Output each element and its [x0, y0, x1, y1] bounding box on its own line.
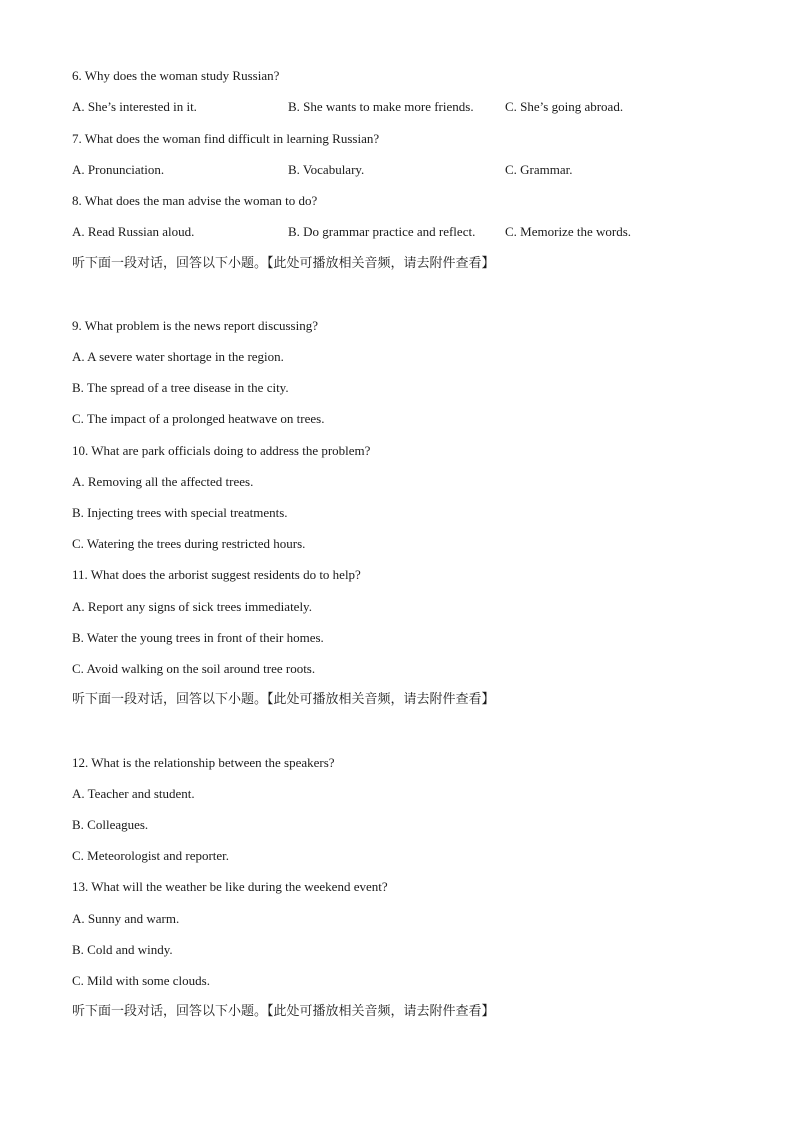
- question-6-stem: 6. Why does the woman study Russian?: [72, 68, 280, 83]
- question-6-options: [72, 99, 732, 115]
- question-10-option-a: A. Removing all the affected trees.: [72, 474, 254, 489]
- question-6-option-c: C. She’s going abroad.: [505, 99, 624, 114]
- question-12-option-c: C. Meteorologist and reporter.: [72, 848, 230, 863]
- question-8-stem: 8. What does the man advise the woman to do?: [72, 193, 318, 208]
- question-12-option-b: B. Colleagues.: [72, 817, 149, 832]
- question-11-stem: 11. What does the arborist suggest residents do to help?: [72, 567, 361, 582]
- question-7-option-c: C. Grammar.: [505, 162, 573, 177]
- question-13-option-b: B. Cold and windy.: [72, 942, 173, 957]
- question-8-option-c: C. Memorize the words.: [505, 224, 632, 239]
- question-11-option-a: A. Report any signs of sick trees immediately.: [72, 599, 312, 614]
- question-9-stem: 9. What problem is the news report discussing?: [72, 318, 318, 333]
- question-13-stem: 13. What will the weather be like during the weekend event?: [72, 879, 388, 894]
- question-12-option-a: A. Teacher and student.: [72, 786, 195, 801]
- question-10-option-c: C. Watering the trees during restricted hours.: [72, 536, 306, 551]
- audio-notice-3: 听下面一段对话，回答以下小题。【此处可播放相关音频，请去附件查看】: [72, 1004, 495, 1019]
- question-8-options: [72, 224, 732, 240]
- question-8-option-b: B. Do grammar practice and reflect.: [288, 224, 476, 239]
- audio-notice-2: 听下面一段对话，回答以下小题。【此处可播放相关音频，请去附件查看】: [72, 692, 495, 707]
- question-9-option-c: C. The impact of a prolonged heatwave on trees.: [72, 411, 325, 426]
- question-9-option-b: B. The spread of a tree disease in the city.: [72, 380, 289, 395]
- question-13-option-a: A. Sunny and warm.: [72, 911, 180, 926]
- question-8-option-a: A. Read Russian aloud.: [72, 224, 195, 239]
- question-7-stem: 7. What does the woman find difficult in learning Russian?: [72, 131, 380, 146]
- question-9-option-a: A. A severe water shortage in the region.: [72, 349, 284, 364]
- question-6-option-a: A. She’s interested in it.: [72, 99, 197, 114]
- question-12-stem: 12. What is the relationship between the speakers?: [72, 755, 335, 770]
- question-10-stem: 10. What are park officials doing to address the problem?: [72, 443, 371, 458]
- question-11-option-b: B. Water the young trees in front of their homes.: [72, 630, 324, 645]
- question-7-option-a: A. Pronunciation.: [72, 162, 165, 177]
- question-7-option-b: B. Vocabulary.: [288, 162, 365, 177]
- question-11-option-c: C. Avoid walking on the soil around tree roots.: [72, 661, 316, 676]
- audio-notice-1: 听下面一段对话，回答以下小题。【此处可播放相关音频，请去附件查看】: [72, 256, 495, 271]
- question-10-option-b: B. Injecting trees with special treatments.: [72, 505, 288, 520]
- question-13-option-c: C. Mild with some clouds.: [72, 973, 210, 988]
- question-7-options: [72, 162, 732, 178]
- question-6-option-b: B. She wants to make more friends.: [288, 99, 474, 114]
